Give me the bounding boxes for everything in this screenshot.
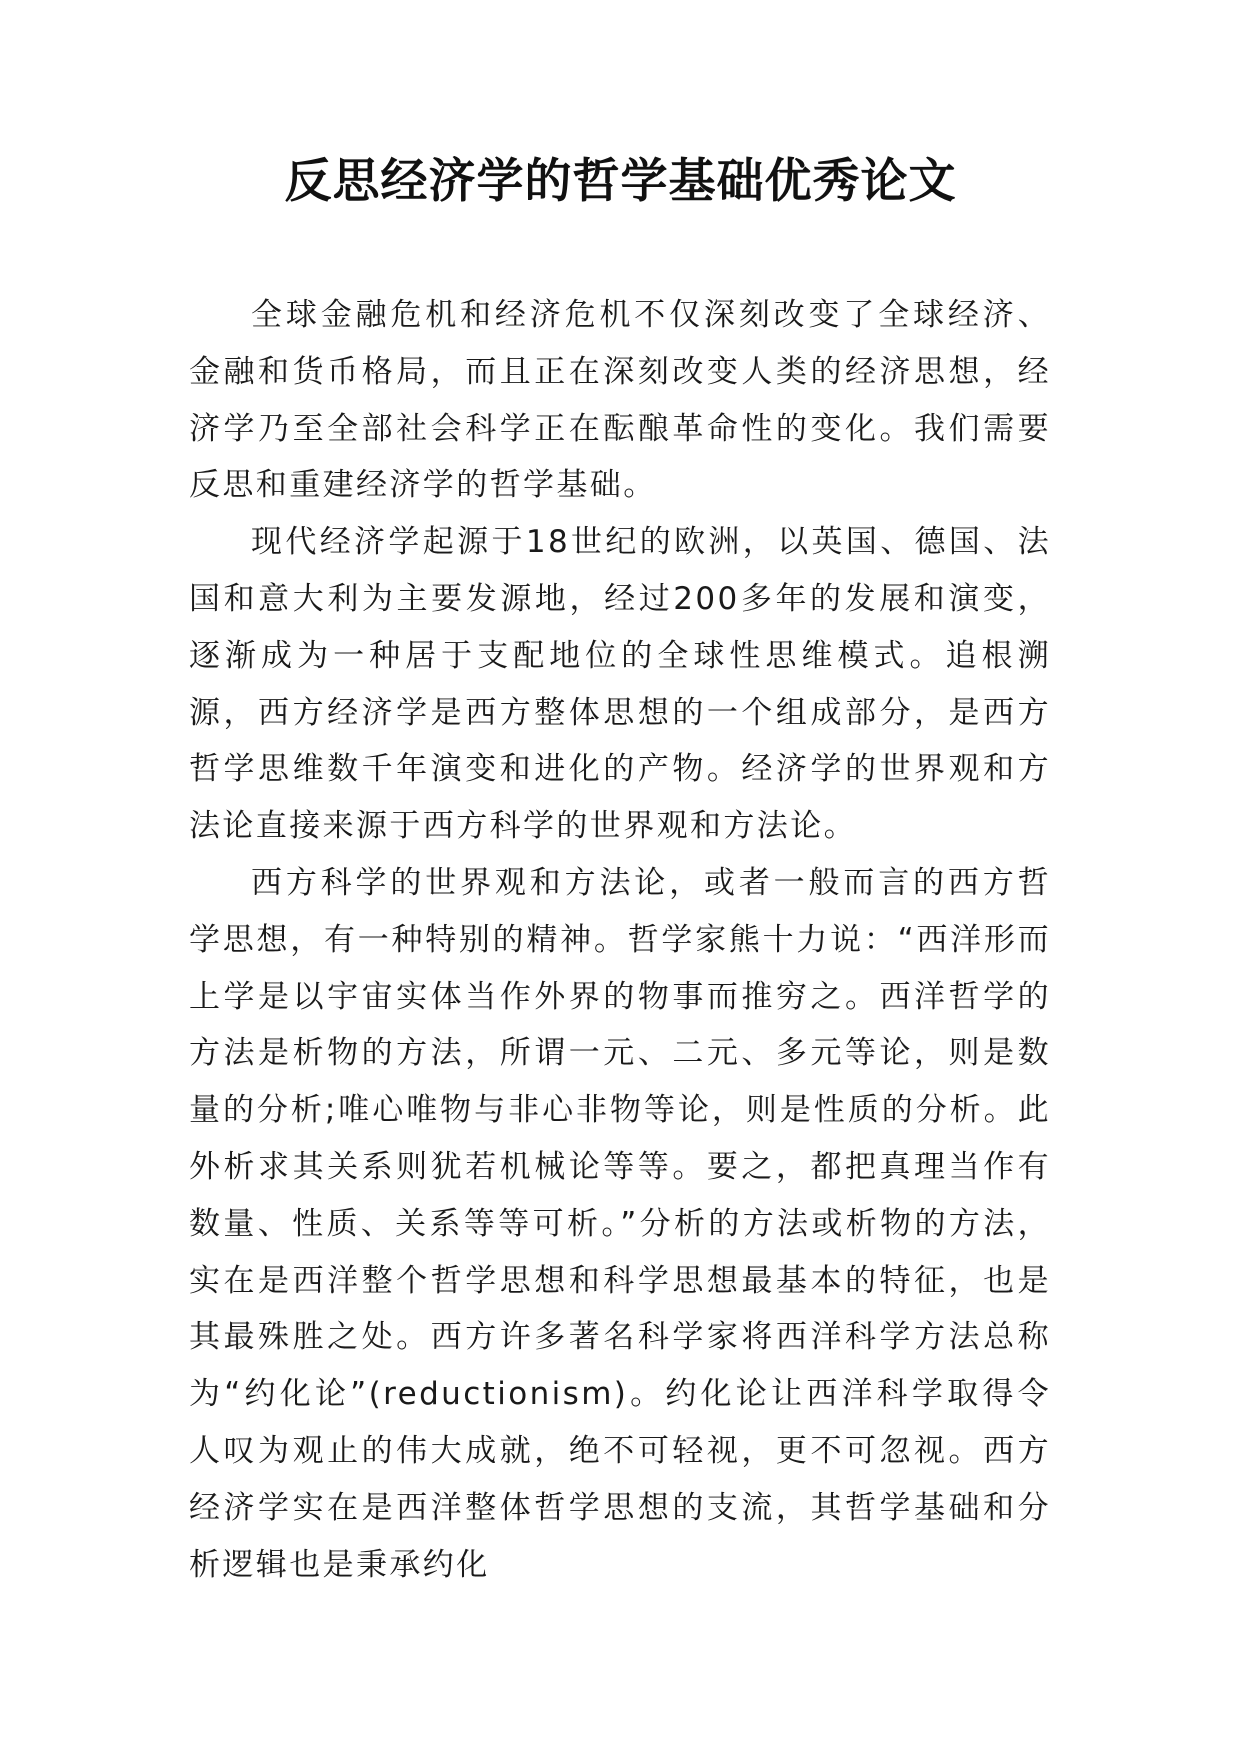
document-body [189,287,1051,1593]
document-title: 反思经济学的哲学基础优秀论文 [284,154,957,209]
paragraph-3: 西方科学的世界观和方法论，或者一般而言的西方哲学思想，有一种特别的精神。哲学家熊十力说：“西洋形而上学是以宇宙实体当作外界的物事而推穷之。西洋哲学的方法是析物的方法，所谓一元、二元、多元等论，则是数量的分析;唯心唯物与非心非物等论，则是性质的分析。此外析求其关系则犹若机械论等等。要之，都把真理当作有数量、性质、关系等等可析。”分析的方法或析物的方法，实在是西洋整个哲学思想和科学思想最基本的特征，也是其最殊胜之处。西方许多著名科学家将西洋科学方法总称为“约化论”(reductionism)。约化论让西洋科学取得令人叹为观止的伟大成就，绝不可轻视，更不可忽视。西方经济学实在是西洋整体哲学思想的支流，其哲学基础和分析逻辑也是秉承约化 [189,864,1051,1583]
paragraph-1: 全球金融危机和经济危机不仅深刻改变了全球经济、金融和货币格局，而且正在深刻改变人类的经济思想，经济学乃至全部社会科学正在酝酿革命性的变化。我们需要反思和重建经济学的哲学基础。 [189,297,1051,504]
paragraph-2: 现代经济学起源于18世纪的欧洲，以英国、德国、法国和意大利为主要发源地，经过200多年的发展和演变，逐渐成为一种居于支配地位的全球性思维模式。追根溯源，西方经济学是西方整体思想的一个组成部分，是西方哲学思维数千年演变和进化的产物。经济学的世界观和方法论直接来源于西方科学的世界观和方法论。 [189,524,1051,845]
